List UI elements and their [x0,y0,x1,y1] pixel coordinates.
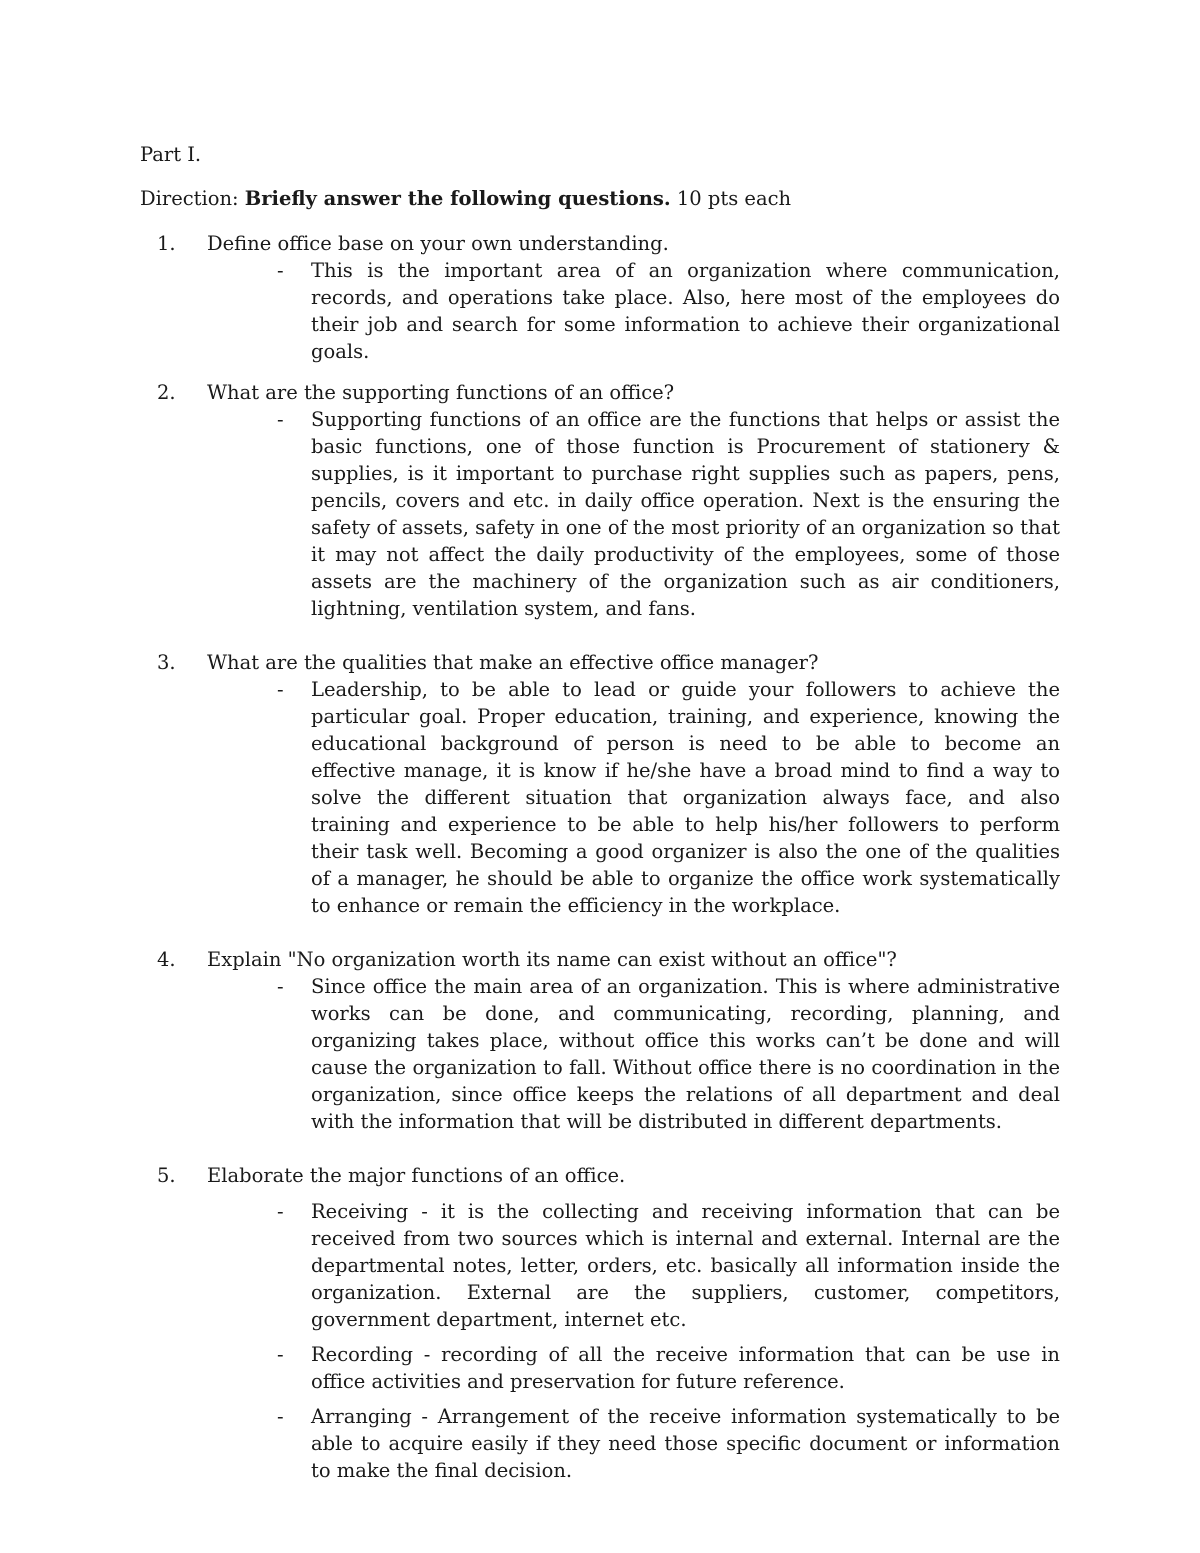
part-title: Part I. [140,143,202,166]
direction-instruction: Briefly answer the following questions. [244,187,671,210]
question-text: What are the qualities that make an effective office manager? [207,651,819,674]
direction-line [140,185,1060,212]
question-number: 4. [157,948,176,971]
question-3 [140,649,1060,919]
answer-item [207,1198,1060,1333]
question-5 [140,1162,1060,1484]
answer-text: Arranging - Arrangement of the receive information systematically to be able to acquire easily if they need those specific document or information to make the final decision. [311,1405,1060,1482]
direction-label: Direction: [140,187,245,210]
question-text: Explain "No organization worth its name can exist without an office"? [207,948,897,971]
answer-item [207,406,1060,622]
answer-text: Supporting functions of an office are the functions that helps or assist the basic functions, one of those function is Procurement of stationery & supplies, is it important to purchase right supplies such as papers, pens, pencils, covers and etc. in daily office operation. Next is the ensuring the safety of assets, safety in one of the most priority of an organization so that it may not affect the daily productivity of the employees, some of those assets are the machinery of the organization such as air conditioners, lightning, ventilation system, and fans. [311,408,1060,620]
question-text: What are the supporting functions of an office? [207,381,675,404]
direction-points: 10 pts each [670,187,792,210]
question-2 [140,379,1060,622]
answer-item [207,1341,1060,1395]
document-page [140,141,1060,1492]
dash-bullet: - [277,975,284,998]
answer-text: Since office the main area of an organization. This is where administrative works can be done, and communicating, recording, planning, and organizing takes place, without office this works can’t be done and will cause the organization to fall. Without office there is no coordination in the organization, since office keeps the relations of all department and deal with the information that will be distributed in different departments. [311,975,1060,1133]
answer-item [207,676,1060,919]
answer-item [207,973,1060,1135]
question-number: 5. [157,1164,176,1187]
question-text: Define office base on your own understanding. [207,232,669,255]
dash-bullet: - [277,678,284,701]
question-text: Elaborate the major functions of an office. [207,1164,626,1187]
dash-bullet: - [277,1405,284,1428]
question-number: 3. [157,651,176,674]
question-number: 2. [157,381,176,404]
question-4 [140,946,1060,1135]
answer-text: This is the important area of an organization where communication, records, and operations take place. Also, here most of the employees do their job and search for some information to achieve their organizational goals. [311,259,1060,363]
question-number: 1. [157,232,176,255]
dash-bullet: - [277,408,284,431]
dash-bullet: - [277,1200,284,1223]
dash-bullet: - [277,259,284,282]
answer-text: Leadership, to be able to lead or guide your followers to achieve the particular goal. Proper education, training, and experience, knowing the educational background of person is need to be able to become an effective manage, it is know if he/she have a broad mind to find a way to solve the different situation that organization always face, and also training and experience to be able to help his/her followers to perform their task well. Becoming a good organizer is also the one of the qualities of a manager, he should be able to organize the office work systematically to enhance or remain the efficiency in the workplace. [311,678,1060,917]
answer-text: Recording - recording of all the receive information that can be use in office activities and preservation for future reference. [311,1343,1060,1393]
answer-text: Receiving - it is the collecting and receiving information that can be received from two sources which is internal and external. Internal are the departmental notes, letter, orders, etc. basically all information inside the organization. External are the suppliers, customer, competitors, government department, internet etc. [311,1200,1060,1331]
answer-item [207,1403,1060,1484]
question-1 [140,230,1060,365]
dash-bullet: - [277,1343,284,1366]
answer-item [207,257,1060,365]
